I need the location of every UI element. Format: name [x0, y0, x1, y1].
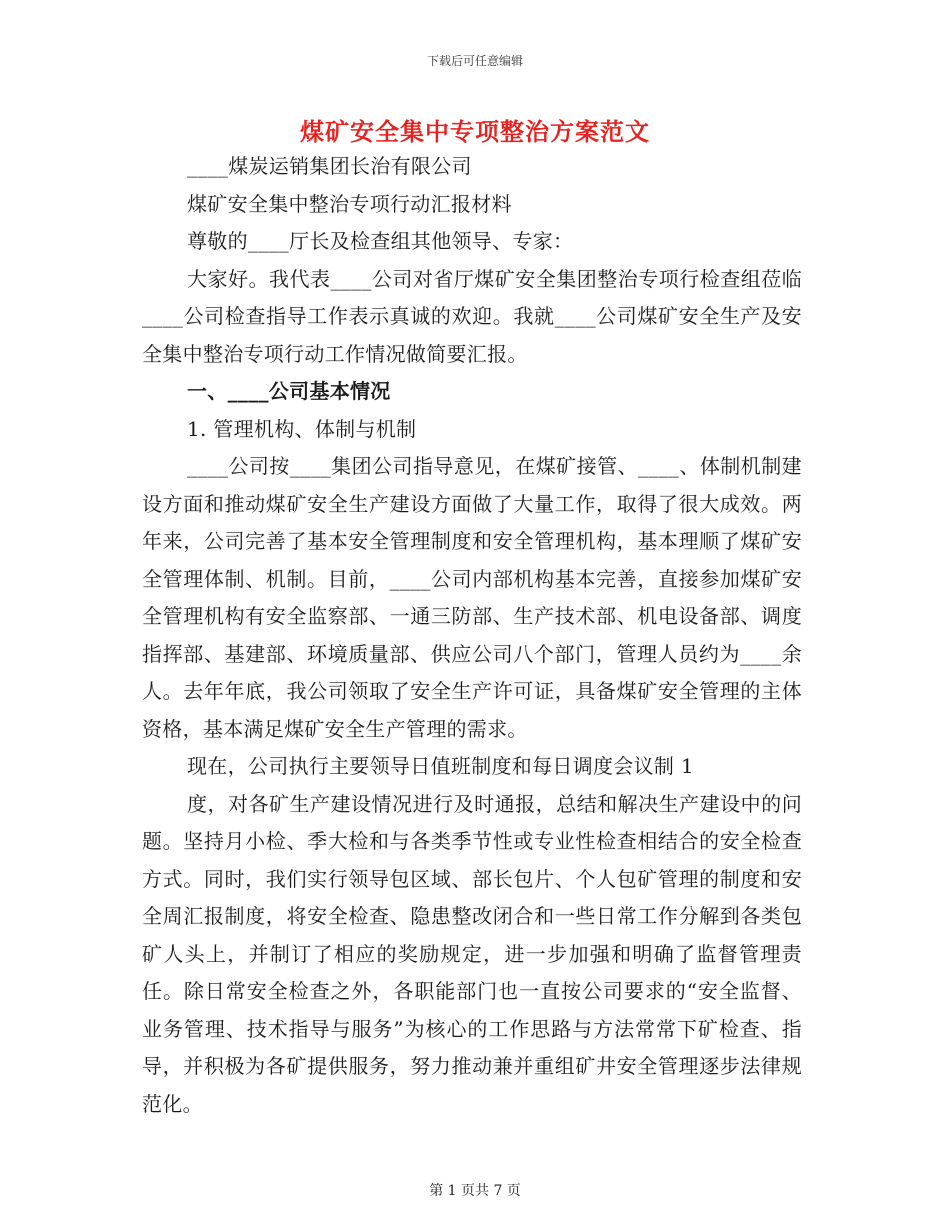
paragraph-duty-system: 度，对各矿生产建设情况进行及时通报，总结和解决生产建设中的问题。坚持月小检、季大检和与各类季节性或专业性检查相结合的安全检查方式。同时，我们实行领导包区域、部长包片、个人包矿管理的制度和安全周汇报制度，将安全检查、隐患整改闭合和一些日常工作分解到各类包矿人头上，并制订了相应的奖励规定，进一步加强和明确了监督管理责任。除日常安全检查之外，各职能部门也一直按公司要求的“安全监督、业务管理、技术指导与服务”为核心的工作思路与方法常常下矿检查、指导，并积极为各矿提供服务，努力推动兼并重组矿井安全管理逐步法律规范化。	[142, 791, 802, 1116]
page-header-note: 下载后可任意编辑	[426, 54, 523, 68]
document-body	[142, 148, 802, 1123]
section-heading-1: 一、____公司基本情况	[187, 379, 391, 403]
salutation: 尊敬的____厅长及检查组其他领导、专家：	[187, 229, 574, 253]
report-subtitle: 煤矿安全集中整治专项行动汇报材料	[187, 191, 512, 216]
subsection-heading-1: 1. 管理机构、体制与机制	[187, 416, 417, 441]
document-title: 煤矿安全集中专项整治方案范文	[300, 117, 650, 146]
paragraph-intro: 大家好。我代表____公司对省厅煤矿安全集团整治专项行检查组莅临____公司检查指导工作表示真诚的欢迎。我就____公司煤矿安全生产及安全集中整治专项行动工作情况做简要汇报。	[142, 266, 802, 366]
paragraph-management: ____公司按____集团公司指导意见，在煤矿接管、____、体制机制建设方面和推动煤矿安全生产建设方面做了大量工作，取得了很大成效。两年来，公司完善了基本安全管理制度和安全管理机构，基本理顺了煤矿安全管理体制、机制。目前，____公司内部机构基本完善，直接参加煤矿安全管理机构有安全监察部、一通三防部、生产技术部、机电设备部、调度指挥部、基建部、环境质量部、供应公司八个部门，管理人员约为____余人。去年年底，我公司领取了安全生产许可证，具备煤矿安全管理的主体资格，基本满足煤矿安全生产管理的需求。	[142, 454, 802, 741]
paragraph-current: 现在，公司执行主要领导日值班制度和每日调度会议制 1	[187, 754, 694, 778]
page-number-footer: 第 1 页共 7 页	[429, 1183, 521, 1199]
company-name-line: ____煤炭运销集团长治有限公司	[187, 154, 472, 178]
